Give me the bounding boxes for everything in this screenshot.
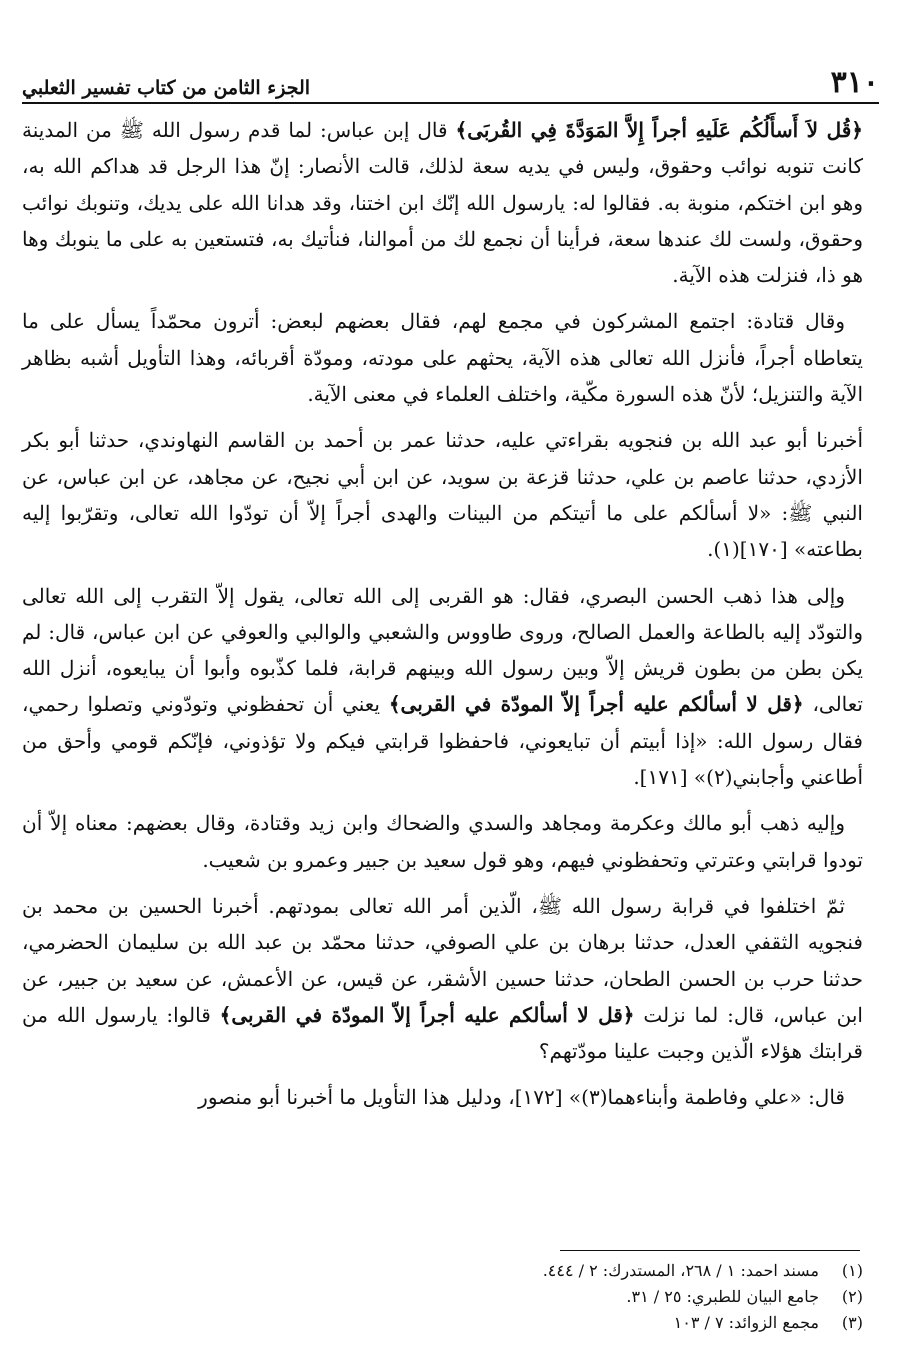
page-header [22,58,879,104]
footnote-number: (٢) [841,1287,863,1306]
paragraph-4 [22,578,863,796]
page-number: ٣١٠ [830,65,879,100]
paragraph-text: قال إبن عباس: لما قدم رسول الله ﷺ من المدينة كانت تنوبه نوائب وحقوق، وليس في يديه سعة لذلك، قالت الأنصار: إنّ هذا الرجل قد هداكم الله به، وهو ابن اختكم، منوبة به. فقالوا له: يارسول الله إنّك ابن اختنا، وقد هدانا الله على يديك، وتنوبك نوائب وحقوق، ولست لك عندها سعة، فرأينا أن نجمع لك من أموالنا، فنأتيك به، فتستعين به على ما ينوبك وها هو ذا، فنزلت هذه الآية. [22,118,863,288]
paragraph-5 [22,805,863,878]
paragraph-text: قالوا: يارسول الله من قرابتك هؤلاء الّذين وجبت علينا مودّتهم؟ [22,1002,863,1064]
footnote-number: (١) [841,1261,863,1280]
paragraph-3 [22,422,863,567]
paragraph-1 [22,112,863,293]
footnote-1 [300,1258,863,1284]
running-title: الجزء الثامن من كتاب تفسير الثعلبي [22,77,311,99]
paragraph-text: أخبرنا أبو عبد الله بن فنجويه بقراءتي عليه، حدثنا عمر بن أحمد بن القاسم النهاوندي، حدثنا أبو بكر الأزدي، حدثنا عاصم بن علي، حدثنا قزعة بن سويد، عن ابن أبي نجيح، عن مجاهد، عن ابن عباس، عن النبي ﷺ: «لا أسألكم على ما أتيتكم من البينات والهدى أجراً إلاّ أن تودّوا الله تعالى، وتقرّبوا إليه بطاعته» [١٧٠](١). [22,428,863,562]
footnote-divider [560,1250,860,1251]
footnote-text: جامع البيان للطبري: ٢٥ / ٣١. [626,1287,819,1306]
paragraph-text: وقال قتادة: اجتمع المشركون في مجمع لهم، فقال بعضهم لبعض: أترون محمّداً يسأل على ما يتعاطاه أجراً، فأنزل الله تعالى هذه الآية، يحثهم على مودته، ومودّة أقربائه، وهذا التأويل أشبه بظاهر الآية والتنزيل؛ لأنّ هذه السورة مكّية، واختلف العلماء في معنى الآية. [22,309,863,407]
paragraph-6 [22,888,863,1069]
footnote-text: مسند احمد: ١ / ٢٦٨، المستدرك: ٢ / ٤٤٤. [542,1261,819,1280]
quran-quote: ﴿قُل لاَ أَسأَلُكُم عَلَيهِ أجراً إِلاَّ المَوَدَّةَ فِي القُربَى﴾ [455,118,863,142]
footnote-3 [300,1310,863,1336]
paragraph-text-before: ثمّ اختلفوا في قرابة رسول الله ﷺ، الّذين أمر الله تعالى بمودتهم. أخبرنا الحسين بن محمد بن فنجويه الثقفي العدل، حدثنا برهان بن علي الصوفي، حدثنا محمّد بن عبد الله بن سليمان الحضرمي، حدثنا حرب بن الحسن الطحان، حدثنا حسين الأشقر، عن قيس، عن الأعمش، عن سعيد بن جبير، عن ابن عباس، قال: لما نزلت [22,893,863,1027]
paragraph-text: وإليه ذهب أبو مالك وعكرمة ومجاهد والسدي والضحاك وابن زيد وقتادة، وقال بعضهم: معناه إلاّ أن تودوا قرابتي وعترتي وتحفظوني فيهم، وهو قول سعيد بن جبير وعمرو بن شعيب. [22,811,863,872]
paragraph-text-before: وإلى هذا ذهب الحسن البصري، فقال: هو القربى إلى الله تعالى، يقول إلاّ التقرب إلى الله تعالى والتودّد إليه بالطاعة والعمل الصالح، وروى طاووس والشعبي والوالبي والعوفي عن ابن عباس، قال: لم يكن بطن من بطون قريش إلاّ وبين رسول الله وبينهم قرابة، فلما كذّبوه وأبوا أن يبايعوه، أنزل الله تعالى، [22,583,863,717]
paragraph-text: قال: «علي وفاطمة وأبناءهما(٣)» [١٧٢]، ودليل هذا التأويل ما أخبرنا أبو منصور [198,1085,845,1110]
footnotes [300,1258,863,1336]
footnote-number: (٣) [841,1313,863,1332]
footnote-2 [300,1284,863,1310]
paragraph-text: يعني أن تحفظوني وتودّوني وتصلوا رحمي، فقال رسول الله: «إذا أبيتم أن تبايعوني، فاحفظوا قرابتي فيكم ولا تؤذوني، فإنّكم قومي وأحق من أطاعني وأجابني(٢)» [١٧١]. [22,692,863,790]
paragraph-7 [22,1079,863,1115]
footnote-text: مجمع الزوائد: ٧ / ١٠٣ [673,1313,819,1332]
quran-quote: ﴿قل لا أسألكم عليه أجراً إلاّ المودّة في القربى﴾ [388,692,804,717]
quran-quote: ﴿قل لا أسألكم عليه أجراً إلاّ المودّة في القربى﴾ [219,1002,635,1027]
main-text [22,112,863,1126]
paragraph-2 [22,303,863,412]
